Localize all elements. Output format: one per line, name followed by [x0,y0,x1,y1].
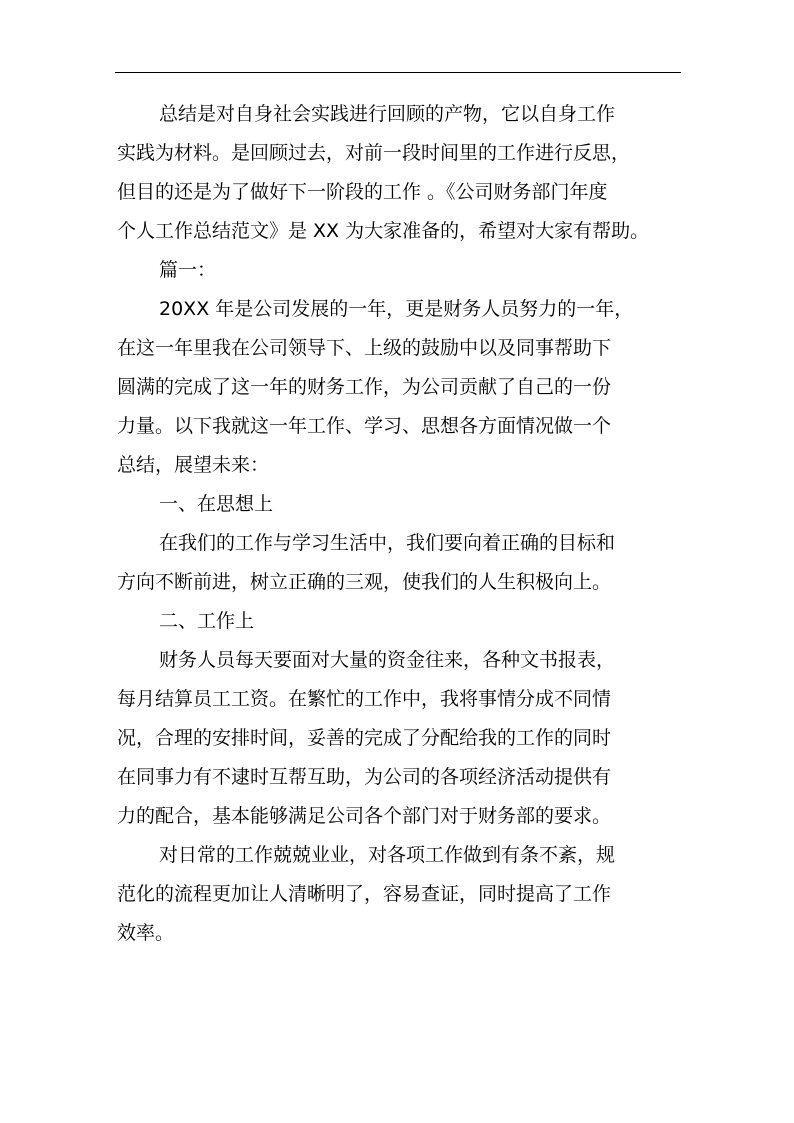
text-line-10: 总结，展望未来： [117,454,270,476]
text-line-1: 总结是对自身社会实践进行回顾的产物，它以自身工作 [159,103,616,125]
section-heading-sixiang: 一、在思想上 [159,493,274,515]
text-line-13: 方向不断前进，树立正确的三观，使我们的人生积极向上。 [117,571,612,593]
text-line-22: 效率。 [117,922,175,944]
document-body [117,95,683,953]
text-line-4: 个人工作总结范文》是 XX 为大家准备的，希望对大家有帮助。 [117,220,650,242]
text-line-2: 实践为材料。是回顾过去，对前一段时间里的工作进行反思， [117,142,631,164]
text-line-21: 范化的流程更加让人清晰明了，容易查证，同时提高了工作 [117,883,612,905]
text-line-17: 况，合理的安排时间，妥善的完成了分配给我的工作的同时 [117,727,612,749]
text-line-20: 对日常的工作兢兢业业，对各项工作做到有条不紊，规 [159,844,616,866]
text-line-7: 在这一年里我在公司领导下、上级的鼓励中以及同事帮助下 [117,337,612,359]
text-line-19: 力的配合，基本能够满足公司各个部门对于财务部的要求。 [117,805,612,827]
text-line-16: 每月结算员工工资。在繁忙的工作中，我将事情分成不同情 [117,688,612,710]
text-line-9: 力量。以下我就这一年工作、学习、思想各方面情况做一个 [117,415,612,437]
text-line-6: 20XX 年是公司发展的一年，更是财务人员努力的一年， [159,298,634,320]
section-heading-pian-yi: 篇一： [159,259,217,281]
text-line-15: 财务人员每天要面对大量的资金往来，各种文书报表， [159,649,616,671]
section-heading-gongzuo: 二、工作上 [159,610,255,632]
text-line-3: 但目的还是为了做好下一阶段的工作 。《公司财务部门年度 [117,181,608,203]
header-rule [115,72,681,73]
text-line-18: 在同事力有不逮时互帮互助，为公司的各项经济活动提供有 [117,766,612,788]
text-line-12: 在我们的工作与学习生活中，我们要向着正确的目标和 [159,532,616,554]
text-line-8: 圆满的完成了这一年的财务工作，为公司贡献了自己的一份 [117,376,612,398]
